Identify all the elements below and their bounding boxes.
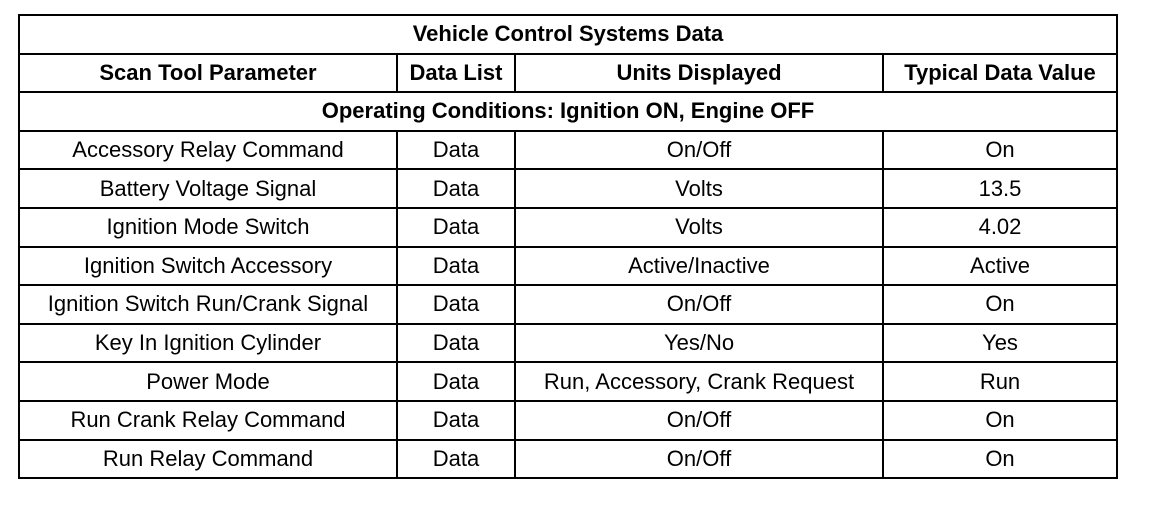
- units-cell: On/Off: [515, 440, 883, 479]
- typical-value-cell: Active: [883, 247, 1117, 286]
- typical-value-cell: 13.5: [883, 169, 1117, 208]
- title-row: [19, 15, 1117, 54]
- header-scan-tool-parameter: Scan Tool Parameter: [19, 54, 397, 93]
- typical-value-cell: Run: [883, 362, 1117, 401]
- units-cell: Volts: [515, 208, 883, 247]
- parameter-cell: Accessory Relay Command: [19, 131, 397, 170]
- parameter-cell: Power Mode: [19, 362, 397, 401]
- table-row: [19, 208, 1117, 247]
- operating-conditions: Operating Conditions: Ignition ON, Engine OFF: [19, 92, 1117, 131]
- data-list-cell: Data: [397, 247, 515, 286]
- parameter-cell: Run Crank Relay Command: [19, 401, 397, 440]
- header-row: [19, 54, 1117, 93]
- data-list-cell: Data: [397, 401, 515, 440]
- typical-value-cell: On: [883, 285, 1117, 324]
- table-row: [19, 285, 1117, 324]
- typical-value-cell: On: [883, 401, 1117, 440]
- vehicle-control-systems-table: [18, 14, 1118, 479]
- parameter-cell: Key In Ignition Cylinder: [19, 324, 397, 363]
- table-row: [19, 362, 1117, 401]
- table-row: [19, 131, 1117, 170]
- parameter-cell: Battery Voltage Signal: [19, 169, 397, 208]
- units-cell: On/Off: [515, 131, 883, 170]
- typical-value-cell: On: [883, 131, 1117, 170]
- parameter-cell: Ignition Switch Accessory: [19, 247, 397, 286]
- data-list-cell: Data: [397, 208, 515, 247]
- table-row: [19, 401, 1117, 440]
- conditions-row: [19, 92, 1117, 131]
- header-typical-data-value: Typical Data Value: [883, 54, 1117, 93]
- units-cell: Run, Accessory, Crank Request: [515, 362, 883, 401]
- data-list-cell: Data: [397, 169, 515, 208]
- table-row: [19, 324, 1117, 363]
- parameter-cell: Run Relay Command: [19, 440, 397, 479]
- data-list-cell: Data: [397, 362, 515, 401]
- table-title: Vehicle Control Systems Data: [19, 15, 1117, 54]
- data-table-container: [18, 14, 1114, 479]
- table-row: [19, 169, 1117, 208]
- header-data-list: Data List: [397, 54, 515, 93]
- units-cell: On/Off: [515, 285, 883, 324]
- units-cell: Active/Inactive: [515, 247, 883, 286]
- table-row: [19, 440, 1117, 479]
- parameter-cell: Ignition Switch Run/Crank Signal: [19, 285, 397, 324]
- units-cell: On/Off: [515, 401, 883, 440]
- data-list-cell: Data: [397, 285, 515, 324]
- data-list-cell: Data: [397, 324, 515, 363]
- header-units-displayed: Units Displayed: [515, 54, 883, 93]
- units-cell: Volts: [515, 169, 883, 208]
- data-list-cell: Data: [397, 440, 515, 479]
- units-cell: Yes/No: [515, 324, 883, 363]
- parameter-cell: Ignition Mode Switch: [19, 208, 397, 247]
- table-row: [19, 247, 1117, 286]
- typical-value-cell: On: [883, 440, 1117, 479]
- data-list-cell: Data: [397, 131, 515, 170]
- typical-value-cell: Yes: [883, 324, 1117, 363]
- typical-value-cell: 4.02: [883, 208, 1117, 247]
